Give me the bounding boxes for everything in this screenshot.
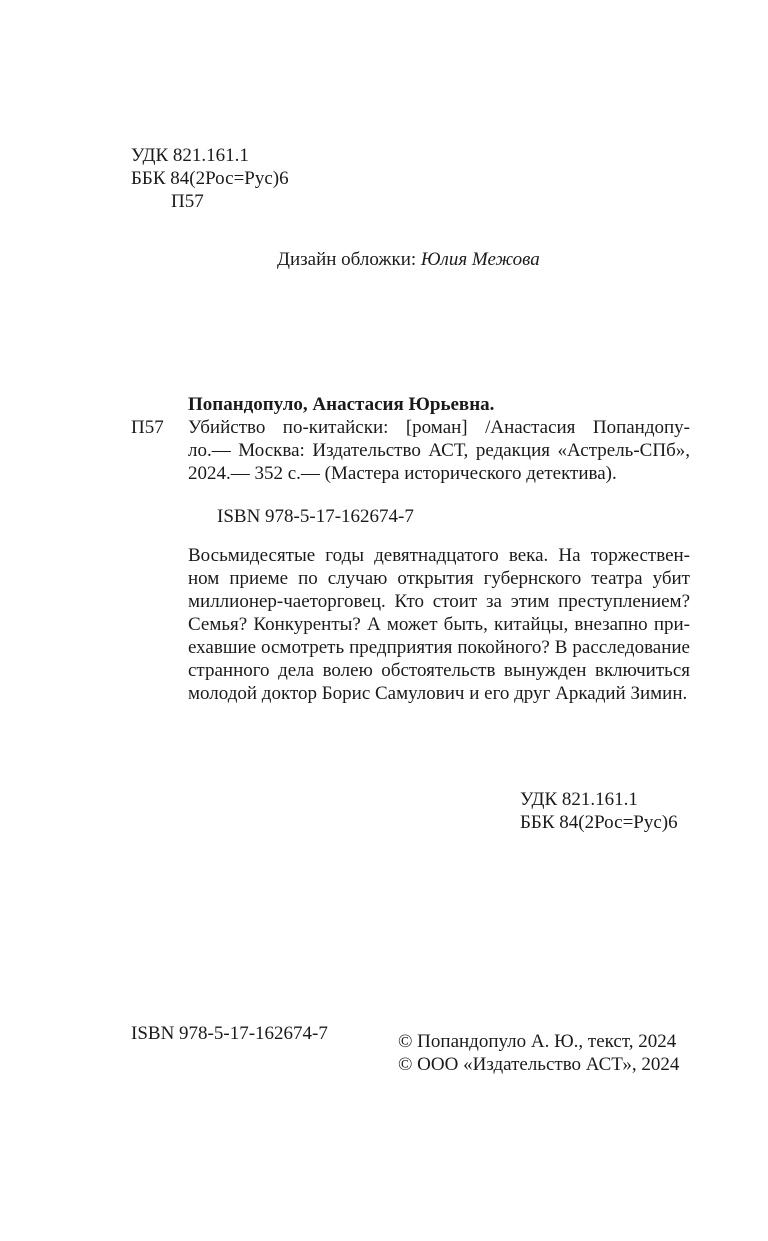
author-mark: П57 — [171, 191, 204, 212]
cover-designer-name: Юлия Межова — [420, 249, 540, 270]
bibliographic-author: Попандопуло, Анастасия Юрьевна. — [188, 394, 495, 415]
annotation-line: ехавшие осмотреть предприятия покойного? В расследование — [188, 637, 690, 658]
annotation-line: молодой доктор Борис Самулович и его друг Аркадий Зимин. — [188, 683, 688, 704]
footer-bbk-code: ББК 84(2Рос=Рус)6 — [520, 812, 678, 833]
bibliographic-author-mark: П57 — [131, 417, 164, 438]
bibliographic-line: 2024.— 352 с.— (Мастера исторического детектива). — [188, 463, 617, 484]
copyright-publisher: © ООО «Издательство АСТ», 2024 — [398, 1054, 680, 1075]
annotation-line: Семья? Конкуренты? А может быть, китайцы, внезапно при- — [188, 614, 690, 635]
cover-design-credit — [277, 248, 540, 271]
annotation-line: ном приеме по случаю открытия губернского театра убит — [188, 568, 690, 589]
bibliographic-line: ло.— Москва: Издательство АСТ, редакция «Астрель-СПб», — [188, 440, 690, 461]
bibliographic-description — [188, 416, 690, 485]
annotation — [188, 544, 690, 705]
annotation-line: Восьмидесятые годы девятнадцатого века. На торжествен- — [188, 545, 690, 566]
copyright-author: © Попандопуло А. Ю., текст, 2024 — [398, 1031, 677, 1052]
bbk-code: ББК 84(2Рос=Рус)6 — [131, 168, 289, 189]
annotation-line: миллионер-чаеторговец. Кто стоит за этим преступлением? — [188, 591, 690, 612]
footer-isbn: ISBN 978-5-17-162674-7 — [131, 1023, 328, 1044]
cover-design-label: Дизайн обложки: — [277, 249, 421, 270]
bibliographic-line: Убийство по-китайски: [роман] /Анастасия Попандопу- — [188, 417, 690, 438]
bibliographic-isbn: ISBN 978-5-17-162674-7 — [217, 506, 414, 527]
footer-udk-code: УДК 821.161.1 — [520, 789, 638, 810]
udk-code: УДК 821.161.1 — [131, 145, 249, 166]
annotation-line: странного дела волею обстоятельств вынужден включиться — [188, 660, 690, 681]
